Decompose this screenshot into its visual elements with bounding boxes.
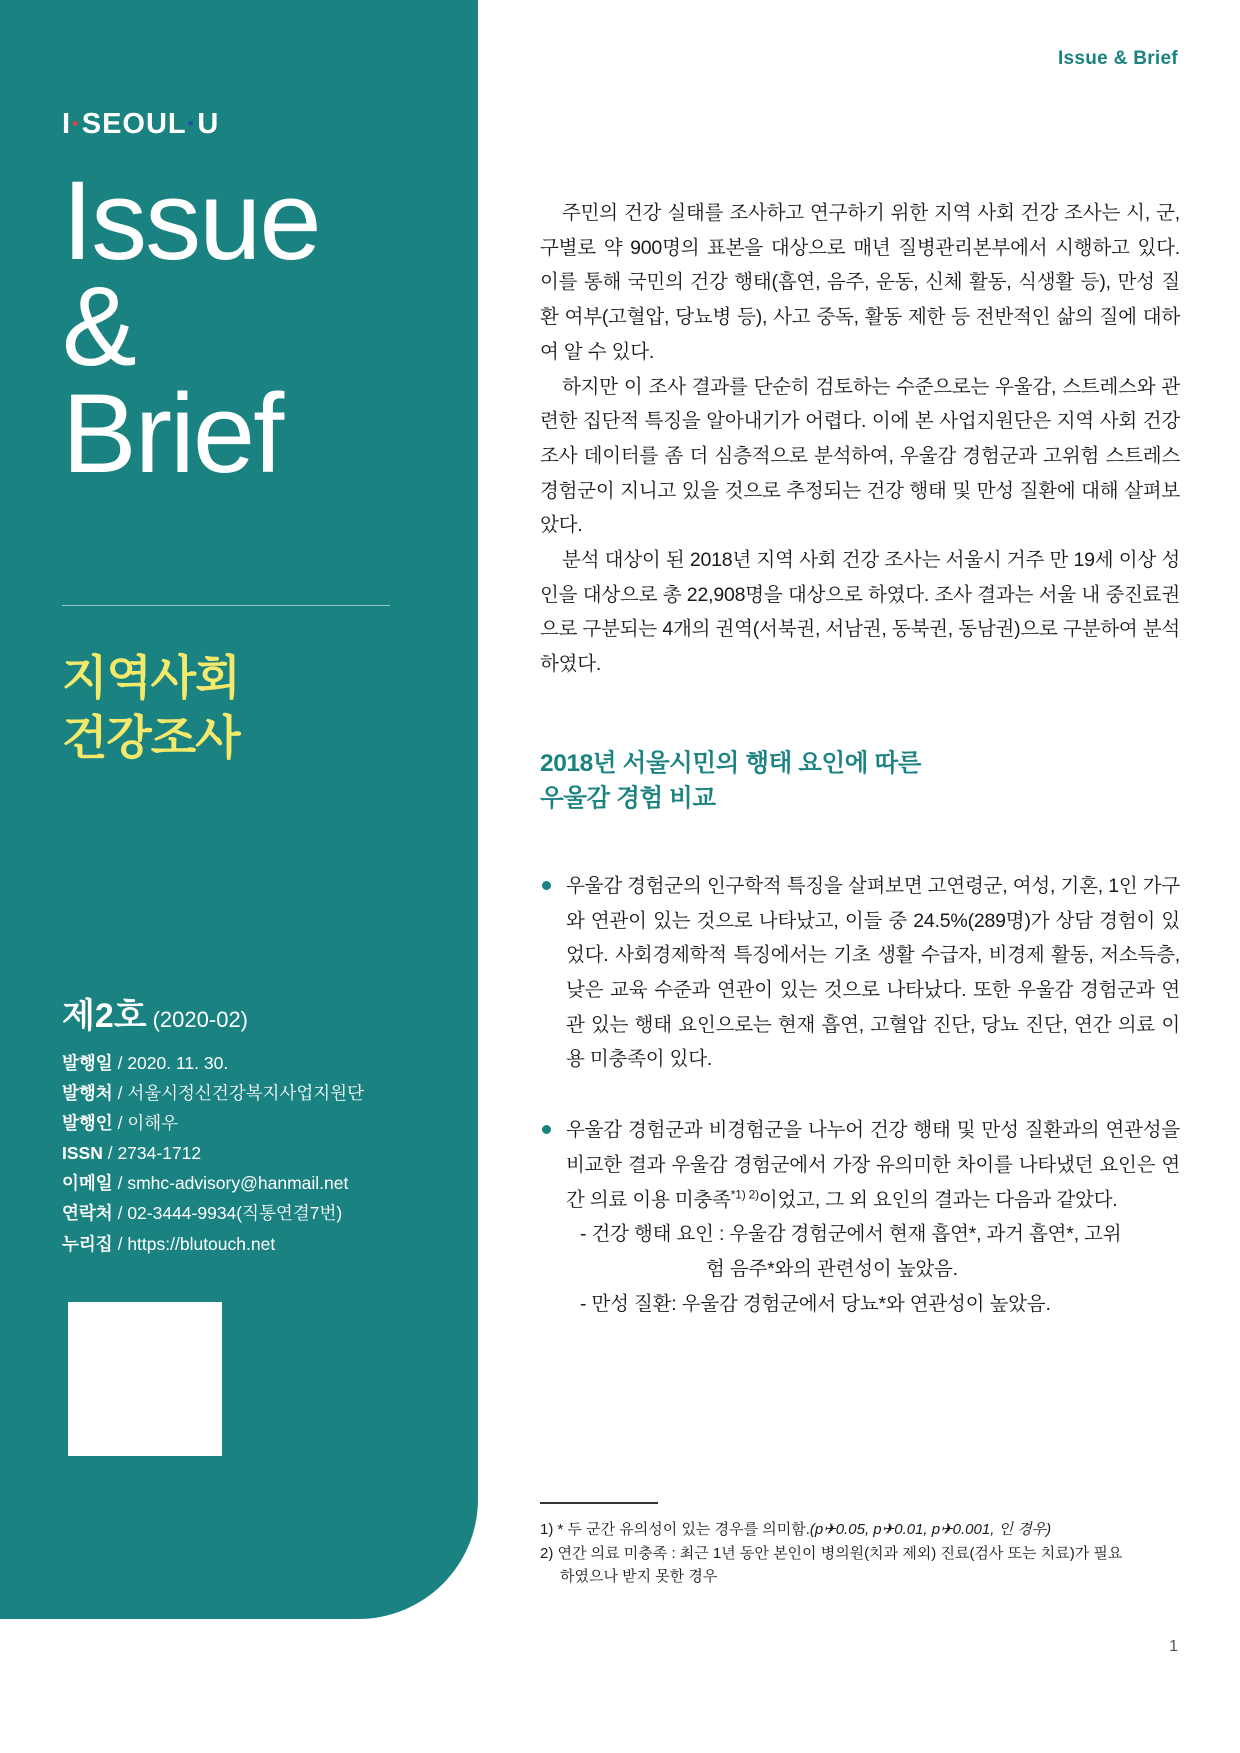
meta-value: 이해우: [127, 1113, 179, 1134]
issue-year-value: (2020-02): [152, 1007, 248, 1032]
meta-row-publish-date: [62, 1048, 364, 1078]
meta-sep: /: [112, 1113, 128, 1134]
bullet-2-subline-1b: 험 음주*와의 관련성이 높았음.: [706, 1257, 958, 1280]
meta-key: 발행일: [62, 1053, 113, 1073]
bullet-item-1: [540, 869, 1180, 1077]
logo-part-u: U: [197, 108, 220, 140]
issue-number: [62, 988, 248, 1037]
meta-sep: /: [112, 1053, 128, 1073]
article-body: [540, 196, 1180, 1357]
qr-code-icon[interactable]: [68, 1302, 222, 1456]
bullet-2-text-b: 이었고, 그 외 요인의 결과는 다음과 같았다.: [758, 1188, 1118, 1211]
subject-line-1: 지역사회: [62, 651, 240, 704]
meta-row-email: [62, 1168, 364, 1198]
meta-row-issn: [62, 1138, 364, 1168]
meta-value: 02-3444-9934(직통연결7번): [127, 1203, 343, 1224]
cover-panel: [0, 0, 478, 1619]
meta-key: 이메일: [62, 1173, 113, 1194]
section-heading-line-1: 2018년 서울시민의 행태 요인에 따른: [540, 749, 922, 777]
publication-subject: [62, 648, 240, 768]
title-line-3: Brief: [62, 370, 283, 496]
meta-row-phone: [62, 1198, 364, 1228]
bullet-list: [540, 869, 1180, 1321]
meta-key: 발행인: [62, 1113, 113, 1134]
meta-sep: /: [112, 1203, 128, 1224]
meta-value: 2734-1712: [117, 1143, 202, 1164]
bullet-2-superscript: *1) 2): [730, 1187, 759, 1201]
section-heading: [540, 746, 1180, 817]
footnote-1-italic: (p✈0.05, p✈0.01, p✈0.001, 인 경우): [809, 1521, 1052, 1538]
meta-value: 2020. 11. 30.: [127, 1053, 229, 1073]
meta-key: ISSN: [62, 1143, 103, 1164]
bullet-item-2: [540, 1113, 1180, 1321]
meta-sep: /: [102, 1143, 118, 1164]
paragraph-3: 분석 대상이 된 2018년 지역 사회 건강 조사는 서울시 거주 만 19세 이상 성인을 대상으로 총 22,908명을 대상으로 하였다. 조사 결과는 서울 내 중진료권으로 구분되는 4개의 권역(서북권, 서남권, 동북권, 동남권)으로 구분하여 분석하였다.: [540, 549, 1180, 676]
footnote-2: [540, 1542, 1180, 1589]
meta-row-publisher-person: [62, 1108, 364, 1138]
meta-value-email[interactable]: smhc-advisory@hanmail.net: [127, 1173, 349, 1194]
i-seoul-u-logo: [62, 108, 219, 141]
subject-line-2: 건강조사: [62, 711, 240, 765]
publication-title: [62, 158, 320, 496]
footnote-2-text: 2) 연간 의료 미충족 : 최근 1년 동안 본인이 병의원(치과 제외) 진료(검사 또는 치료)가 필요: [540, 1544, 1123, 1562]
meta-sep: /: [112, 1083, 128, 1104]
footnote-2-continuation: 하였으나 받지 못한 경우: [560, 1568, 718, 1586]
page-number: 1: [1169, 1638, 1178, 1655]
footnote-divider: [540, 1502, 658, 1504]
meta-value-url[interactable]: https://blutouch.net: [127, 1233, 276, 1254]
logo-part-i: I: [62, 108, 72, 140]
meta-value: 서울시정신건강복지사업지원단: [127, 1083, 364, 1104]
meta-row-publisher: [62, 1078, 364, 1108]
footnote-1-plain: 1) * 두 군간 유의성이 있는 경우를 의미함.: [540, 1521, 810, 1538]
publication-metadata: [62, 1048, 364, 1259]
title-line-2: &: [62, 264, 135, 390]
meta-key: 누리집: [62, 1233, 113, 1254]
meta-sep: /: [112, 1233, 128, 1254]
bullet-2-subline-2: - 만성 질환: 우울감 경험군에서 당뇨*와 연관성이 높았음.: [580, 1292, 1051, 1315]
footnotes: [540, 1518, 1180, 1589]
title-line-1: Issue: [62, 158, 320, 283]
bullet-1-text: 우울감 경험군의 인구학적 특징을 살펴보면 고연령군, 여성, 기혼, 1인 가구와 연관이 있는 것으로 나타났고, 이들 중 24.5%(289명)가 상담 경험이 있었다. 사회경제학적 특징에서는 기초 생활 수급자, 비경제 활동, 저소득층, 낮은 교육 수준과 연관이 있는 것으로 나타났다. 또한 우울감 경험군과 연관 있는 행태 요인으로는 현재 흡연, 고혈압 진단, 당뇨 진단, 연간 의료 이용 미충족이 있다.: [566, 874, 1180, 1071]
meta-key: 연락처: [62, 1203, 113, 1224]
logo-dot-blue: ·: [186, 108, 198, 140]
section-heading-line-2: 우울감 경험 비교: [540, 785, 716, 813]
meta-key: 발행처: [62, 1083, 113, 1104]
bullet-2-subline-1a: - 건강 행태 요인 : 우울감 경험군에서 현재 흡연*, 과거 흡연*, 고위: [580, 1223, 1122, 1246]
panel-divider: [62, 605, 390, 606]
logo-part-seoul: SEOUL: [81, 108, 187, 140]
page-header-label: Issue & Brief: [1057, 48, 1178, 69]
logo-dot-red: ·: [71, 108, 82, 140]
paragraph-2: 하지만 이 조사 결과를 단순히 검토하는 수준으로는 우울감, 스트레스와 관련한 집단적 특징을 알아내기가 어렵다. 이에 본 사업지원단은 지역 사회 건강 조사 데이터를 좀 더 심층적으로 분석하여, 우울감 경험군과 고위험 스트레스 경험군이 지니고 있을 것으로 추정되는 건강 행태 및 만성 질환에 대해 살펴보았다.: [540, 375, 1180, 537]
issue-number-value: 제2호: [62, 997, 147, 1035]
footnote-1: [540, 1518, 1180, 1542]
meta-sep: /: [112, 1173, 128, 1194]
bullet-2-text-a: 우울감 경험군과 비경험군을 나누어 건강 행태 및 만성 질환과의 연관성을 비교한 결과 우울감 경험군에서 가장 유의미한 차이를 나타냈던 요인은 연간 의료 이용 미충족: [566, 1119, 1180, 1211]
meta-row-website: [62, 1229, 364, 1259]
paragraph-1: 주민의 건강 실태를 조사하고 연구하기 위한 지역 사회 건강 조사는 시, 군, 구별로 약 900명의 표본을 대상으로 매년 질병관리본부에서 시행하고 있다. 이를 통해 국민의 건강 행태(흡연, 음주, 운동, 신체 활동, 식생활 등), 만성 질환 여부(고혈압, 당뇨병 등), 사고 중독, 활동 제한 등 전반적인 삶의 질에 대하여 알 수 있다.: [540, 202, 1180, 363]
